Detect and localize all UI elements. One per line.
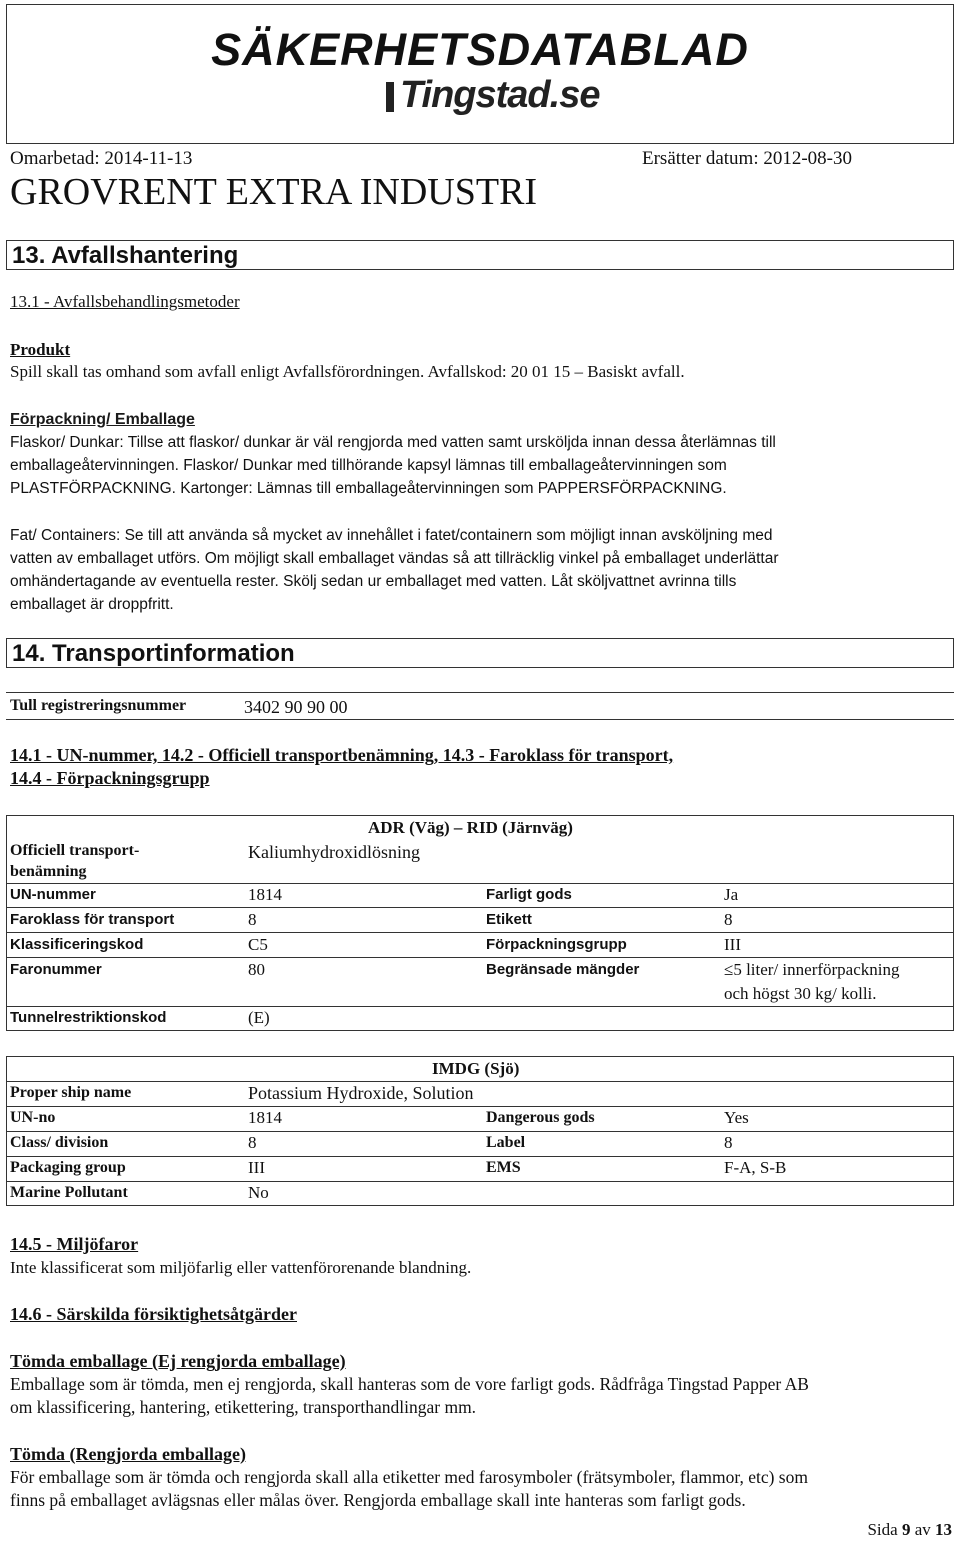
- miljofaror-text: Inte klassificerat som miljöfarlig eller vattenförorenande blandning.: [10, 1258, 472, 1277]
- fat-line-2: vatten av emballaget utförs. Om möjligt skall emballaget vändas så att tillräcklig vinkel på emballaget underlättar: [10, 550, 779, 567]
- page-indicator: [867, 1520, 952, 1540]
- adr-begr-label: Begränsade mängder: [486, 961, 640, 978]
- imdg-class-value: 8: [248, 1133, 257, 1152]
- subsection-14-5: 14.5 - Miljöfaror: [10, 1234, 139, 1254]
- document-title: SÄKERHETSDATABLAD: [211, 24, 749, 75]
- adr-name-value: Kaliumhydroxidlösning: [248, 842, 420, 862]
- adr-rule: [6, 883, 954, 884]
- subsection-14-1-4-line-1: 14.1 - UN-nummer, 14.2 - Officiell transportbenämning, 14.3 - Faroklass för transport,: [10, 745, 674, 765]
- adr-begr-value-2: och högst 30 kg/ kolli.: [724, 984, 877, 1003]
- imdg-rule: [6, 1131, 954, 1132]
- tull-top-rule: [6, 692, 954, 693]
- adr-etikett-label: Etikett: [486, 911, 532, 928]
- subsection-14-6: 14.6 - Särskilda försiktighetsåtgärder: [10, 1304, 297, 1324]
- forpackning-line-1: Flaskor/ Dunkar: Tillse att flaskor/ dunkar är väl rengjorda med vatten samt ursköljda innan dessa återlämnas till: [10, 434, 776, 451]
- imdg-label-value: 8: [724, 1133, 733, 1152]
- imdg-ems-value: F-A, S-B: [724, 1158, 787, 1177]
- product-name: GROVRENT EXTRA INDUSTRI: [10, 171, 538, 213]
- adr-name-label-2: benämning: [10, 863, 87, 880]
- fat-line-3: omhändertagande av eventuella rester. Skölj sedan ur emballaget med vatten. Låt sköljvattnet avrinna tills: [10, 573, 737, 590]
- imdg-pg-label: Packaging group: [10, 1159, 126, 1176]
- produkt-text: Spill skall tas omhand som avfall enligt Avfallsförordningen. Avfallskod: 20 01 15 – Basiskt avfall.: [10, 362, 685, 381]
- imdg-mp-value: No: [248, 1183, 269, 1202]
- tomda-line-2: om klassificering, hantering, etikettering, transporthandlingar mm.: [10, 1397, 477, 1417]
- rengjorda-heading: Tömda (Rengjorda emballage): [10, 1444, 246, 1464]
- adr-rule: [6, 1006, 954, 1007]
- adr-farligt-label: Farligt gods: [486, 886, 572, 903]
- adr-tunnel-label: Tunnelrestriktionskod: [10, 1009, 167, 1026]
- fat-line-1: Fat/ Containers: Se till att använda så mycket av innehållet i fatet/containern som möjligt innan avsköljning med: [10, 527, 773, 544]
- adr-etikett-value: 8: [724, 910, 733, 929]
- tull-value: 3402 90 90 00: [244, 697, 348, 717]
- adr-faroklass-value: 8: [248, 910, 257, 929]
- tomda-line-1: Emballage som är tömda, men ej rengjorda, skall hanteras som de vore farligt gods. Rådfråga Tingstad Papper AB: [10, 1374, 809, 1394]
- page-total: 13: [935, 1520, 952, 1539]
- page-av: av: [914, 1520, 931, 1539]
- fat-line-4: emballaget är droppfritt.: [10, 596, 174, 613]
- imdg-dg-value: Yes: [724, 1108, 749, 1127]
- adr-begr-value-1: ≤5 liter/ innerförpackning: [724, 960, 900, 979]
- subsection-13-1: 13.1 - Avfallsbehandlingsmetoder: [10, 292, 240, 311]
- logo-mark: [386, 82, 394, 112]
- imdg-un-label: UN-no: [10, 1109, 56, 1126]
- adr-forp-value: III: [724, 935, 741, 954]
- imdg-class-label: Class/ division: [10, 1134, 109, 1151]
- imdg-rule: [6, 1181, 954, 1182]
- imdg-heading: IMDG (Sjö): [432, 1059, 520, 1078]
- adr-heading: ADR (Väg) – RID (Järnväg): [368, 818, 573, 837]
- produkt-heading: Produkt: [10, 340, 71, 359]
- adr-klass-value: C5: [248, 935, 268, 954]
- imdg-ems-label: EMS: [486, 1159, 521, 1176]
- forpackning-line-3: PLASTFÖRPACKNING. Kartonger: Lämnas till emballageåtervinningen som PAPPERSFÖRPACKNING.: [10, 480, 727, 497]
- imdg-un-value: 1814: [248, 1108, 282, 1127]
- page-sida: Sida: [867, 1520, 898, 1539]
- imdg-rule: [6, 1106, 954, 1107]
- rengjorda-line-1: För emballage som är tömda och rengjorda skall alla etiketter med farosymboler (frätsymboler, flammor, etc) som: [10, 1467, 808, 1487]
- subsection-14-1-4-line-2: 14.4 - Förpackningsgrupp: [10, 768, 210, 788]
- adr-faronr-label: Faronummer: [10, 961, 102, 978]
- company-logo: Tingstad.se: [400, 74, 600, 116]
- imdg-dg-label: Dangerous gods: [486, 1109, 595, 1126]
- tomda-heading: Tömda emballage (Ej rengjorda emballage): [10, 1351, 346, 1371]
- rengjorda-line-2: finns på emballaget avlägsnas eller målas över. Rengjorda emballage skall inte hanteras som farligt gods.: [10, 1490, 746, 1510]
- imdg-mp-label: Marine Pollutant: [10, 1184, 128, 1201]
- imdg-rule: [6, 1156, 954, 1157]
- forpackning-heading: Förpackning/ Emballage: [10, 411, 195, 428]
- adr-klass-label: Klassificeringskod: [10, 936, 144, 953]
- adr-farligt-value: Ja: [724, 885, 739, 904]
- adr-rule: [6, 907, 954, 908]
- adr-un-label: UN-nummer: [10, 886, 96, 903]
- adr-tunnel-value: (E): [248, 1008, 270, 1027]
- imdg-label-label: Label: [486, 1134, 526, 1151]
- adr-rule: [6, 957, 954, 958]
- page-current: 9: [901, 1520, 911, 1539]
- adr-forp-label: Förpackningsgrupp: [486, 936, 627, 953]
- imdg-rule: [6, 1081, 954, 1082]
- forpackning-line-2: emballageåtervinningen. Flaskor/ Dunkar med tillhörande kapsyl lämnas till emballageåtervinningen som: [10, 457, 727, 474]
- imdg-pg-value: III: [248, 1158, 265, 1177]
- imdg-ship-label: Proper ship name: [10, 1084, 132, 1101]
- adr-faroklass-label: Faroklass för transport: [10, 911, 175, 928]
- replaces-date: Ersätter datum: 2012-08-30: [642, 148, 853, 169]
- tull-label: Tull registreringsnummer: [10, 697, 187, 714]
- adr-name-label-1: Officiell transport-: [10, 842, 140, 859]
- tull-bottom-rule: [6, 719, 954, 720]
- adr-rule: [6, 932, 954, 933]
- adr-faronr-value: 80: [248, 960, 265, 979]
- section-14-title: 14. Transportinformation: [12, 640, 295, 667]
- section-13-title: 13. Avfallshantering: [12, 242, 239, 269]
- adr-un-value: 1814: [248, 885, 282, 904]
- imdg-ship-value: Potassium Hydroxide, Solution: [248, 1083, 474, 1103]
- revised-date: Omarbetad: 2014-11-13: [10, 148, 193, 169]
